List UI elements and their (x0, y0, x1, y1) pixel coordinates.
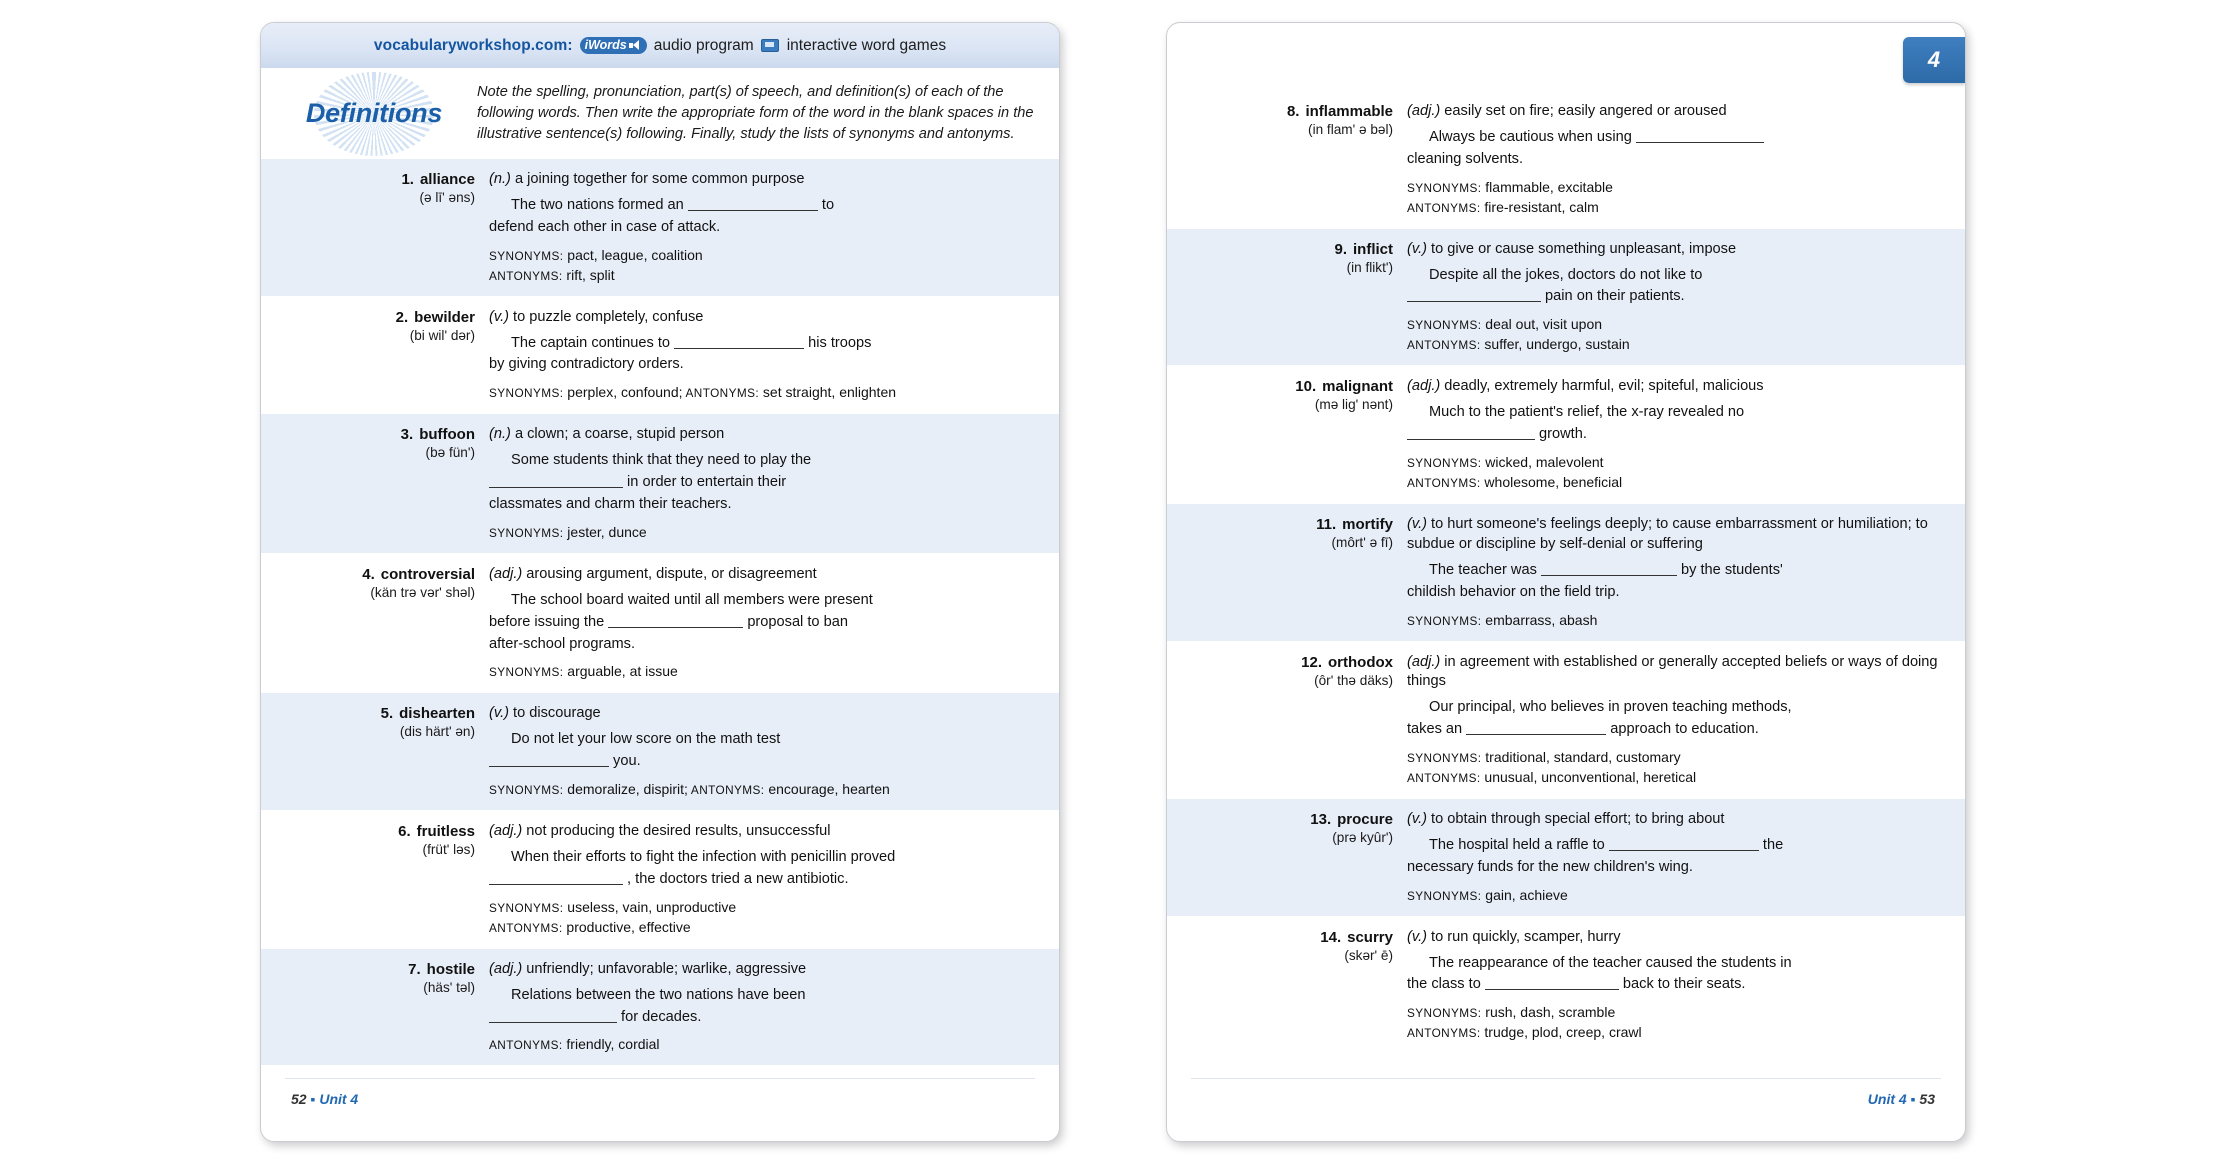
site-promo-bar (261, 23, 1059, 69)
entry-definition: (adj.) unfriendly; unfavorable; warlike, aggressive (489, 960, 807, 977)
entry-word: fruitless (416, 823, 475, 841)
entry-number: 14. (1320, 928, 1342, 946)
synonyms-label: SYNONYMS: (1407, 456, 1482, 470)
entry-pronunciation: (dis härtʹ ən) (399, 724, 475, 740)
word-entry-list (261, 159, 1059, 1066)
entry-body (489, 565, 1037, 682)
synonyms-line: SYNONYMS: useless, vain, unproductive (489, 898, 737, 915)
answer-blank[interactable] (1407, 289, 1541, 302)
example-sentence: Relations between the two nations have been for decades. (489, 985, 1037, 1029)
entry-word: bewilder (414, 308, 475, 326)
vocabulary-workshop-link[interactable]: vocabularyworkshop.com: (373, 36, 573, 54)
synonyms-label: SYNONYMS: (489, 783, 564, 798)
entry-definition: (n.) a joining together for some common purpose (489, 171, 805, 187)
entry-word: alliance (419, 171, 475, 188)
part-of-speech: (v.) (489, 705, 509, 722)
word-entry (1167, 917, 1965, 1055)
entry-word: hostile (426, 960, 475, 978)
entry-definition: (v.) to discourage (489, 705, 601, 722)
entry-headword (261, 565, 489, 682)
right-page (1166, 22, 1966, 1142)
part-of-speech: (n.) (489, 426, 511, 443)
entry-definition: (adj.) not producing the desired results, unsuccessful (489, 823, 831, 840)
synonyms-label: SYNONYMS: (489, 900, 564, 915)
entry-definition: (adj.) easily set on fire; easily angered or aroused (1407, 103, 1727, 119)
entry-headword (261, 308, 489, 403)
entry-number: 6. (398, 823, 411, 841)
word-entry (1167, 799, 1965, 917)
entry-headword (1167, 928, 1407, 1043)
part-of-speech: (adj.) (489, 960, 523, 977)
entry-word: orthodox (1328, 653, 1393, 671)
synonyms-line: SYNONYMS: rush, dash, scramble (1407, 1004, 1616, 1021)
synonyms-label: SYNONYMS: (489, 665, 564, 680)
part-of-speech: (adj.) (489, 823, 523, 840)
entry-number: 1. (401, 171, 414, 188)
entry-definition: (v.) to run quickly, scamper, hurry (1407, 928, 1621, 945)
word-entry (261, 159, 1059, 297)
entry-pronunciation: (in flamʹ ə bəl) (1308, 122, 1393, 137)
word-entry (261, 414, 1059, 554)
answer-blank[interactable] (1407, 427, 1535, 440)
antonyms-label: ANTONYMS: (687, 783, 765, 798)
entry-body (1407, 810, 1943, 905)
example-sentence: When their efforts to fight the infection with penicillin proved , the doctors tried a new antibiotic. (489, 847, 1037, 891)
entry-body (489, 170, 1037, 285)
entry-word: mortify (1342, 516, 1393, 534)
monitor-icon (761, 39, 779, 52)
entry-word: inflict (1353, 240, 1393, 258)
word-entry (261, 949, 1059, 1067)
iwords-label: iWords (584, 38, 627, 52)
entry-number: 2. (395, 308, 409, 326)
synonyms-line: SYNONYMS: perplex, confound; ANTONYMS: set straight, enlighten (489, 384, 897, 401)
part-of-speech: (adj.) (1407, 653, 1441, 670)
synonyms-line: SYNONYMS: embarrass, abash (1407, 611, 1598, 628)
entry-word: scurry (1347, 928, 1393, 946)
answer-blank[interactable] (489, 754, 609, 767)
iwords-badge[interactable] (580, 37, 647, 54)
antonyms-line: ANTONYMS: suffer, undergo, sustain (1407, 336, 1630, 353)
antonyms-label: ANTONYMS: (489, 920, 563, 935)
instructions-text: Note the spelling, pronunciation, part(s) of speech, and definition(s) of each of the following words. Then write the appropriate form of the word in the blank spaces in the illustrative sentence(s) following. Finally, study the lists of synonyms and antonyms. (477, 84, 1034, 142)
part-of-speech: (v.) (1407, 516, 1427, 533)
antonyms-label: ANTONYMS: (1407, 1026, 1481, 1041)
entry-body (1407, 240, 1943, 355)
entry-number: 7. (408, 960, 421, 978)
entry-pronunciation: (môrtʹ ə fī) (1331, 535, 1393, 551)
synonyms-label: SYNONYMS: (1407, 751, 1482, 766)
antonyms-label: ANTONYMS: (1407, 200, 1481, 215)
footer-bullet: ▪ (1910, 1091, 1916, 1107)
synonyms-label: SYNONYMS: (1407, 318, 1482, 333)
entry-body (489, 822, 1037, 937)
example-sentence: The teacher was by the students' childish behavior on the field trip. (1407, 561, 1783, 600)
synonyms-label: SYNONYMS: (489, 525, 564, 540)
entry-definition: (v.) to give or cause something unpleasant, impose (1407, 240, 1737, 257)
answer-blank[interactable] (674, 336, 804, 349)
synonyms-line: SYNONYMS: deal out, visit upon (1407, 316, 1603, 333)
antonyms-label: ANTONYMS: (1407, 338, 1481, 353)
footer-divider (285, 1078, 1035, 1079)
entry-headword (1167, 515, 1407, 630)
entry-word: procure (1337, 811, 1393, 829)
footer-unit: Unit 4 (1867, 1091, 1907, 1107)
footer-divider (1191, 1078, 1941, 1079)
entry-number: 8. (1286, 103, 1300, 120)
part-of-speech: (v.) (1407, 811, 1427, 828)
entry-headword (261, 822, 489, 937)
answer-blank[interactable] (489, 475, 623, 488)
entry-body (489, 704, 1037, 799)
entry-pronunciation: (skərʹ ē) (1344, 947, 1393, 963)
part-of-speech: (v.) (1407, 928, 1427, 945)
part-of-speech: (adj.) (1407, 103, 1441, 119)
entry-headword (1167, 102, 1407, 217)
entry-number: 12. (1301, 653, 1322, 671)
speaker-icon (629, 40, 640, 51)
word-entry (261, 297, 1059, 415)
entry-body (489, 308, 1037, 403)
antonyms-line: ANTONYMS: rift, split (489, 266, 615, 283)
synonyms-label: SYNONYMS: (1407, 613, 1482, 628)
entry-number: 11. (1316, 516, 1337, 534)
antonyms-line: ANTONYMS: trudge, plod, creep, crawl (1407, 1024, 1642, 1041)
entry-definition: (v.) to obtain through special effort; to bring about (1407, 811, 1725, 828)
synonyms-line: SYNONYMS: flammable, excitable (1407, 178, 1613, 195)
synonyms-label: SYNONYMS: (1407, 888, 1482, 903)
answer-blank[interactable] (1466, 722, 1606, 735)
example-sentence: Our principal, who believes in proven teaching methods, takes an approach to education. (1407, 699, 1792, 738)
antonyms-line: ANTONYMS: wholesome, beneficial (1407, 474, 1623, 491)
answer-blank[interactable] (1485, 977, 1619, 990)
entry-headword (1167, 377, 1407, 492)
entry-body (1407, 102, 1943, 217)
antonyms-line: ANTONYMS: unusual, unconventional, heretical (1407, 769, 1697, 786)
entry-definition: (v.) to puzzle completely, confuse (489, 308, 704, 325)
example-sentence: The two nations formed an to defend each other in case of attack. (489, 196, 835, 235)
footer-unit: Unit 4 (319, 1091, 359, 1107)
example-sentence: Despite all the jokes, doctors do not like to pain on their patients. (1407, 265, 1943, 309)
unit-number-tab: 4 (1903, 37, 1965, 83)
audio-program-text: audio program (653, 36, 754, 54)
entry-headword (261, 170, 489, 285)
antonyms-line: ANTONYMS: productive, effective (489, 918, 691, 935)
synonyms-label: SYNONYMS: (489, 386, 564, 401)
word-entry (261, 693, 1059, 811)
example-sentence: Do not let your low score on the math test you. (489, 729, 1037, 773)
entry-headword (261, 960, 489, 1055)
antonyms-label: ANTONYMS: (1407, 771, 1481, 786)
synonyms-label: SYNONYMS: (1407, 1006, 1482, 1021)
answer-blank[interactable] (608, 615, 743, 628)
antonyms-label: ANTONYMS: (682, 386, 760, 401)
answer-blank[interactable] (489, 872, 623, 885)
part-of-speech: (adj.) (489, 565, 523, 582)
entry-pronunciation: (häsʹ təl) (423, 979, 475, 995)
answer-blank[interactable] (688, 198, 818, 211)
example-sentence: The school board waited until all members were present before issuing the proposal to ban after-school programs. (489, 591, 873, 652)
synonyms-line: SYNONYMS: pact, league, coalition (489, 246, 703, 263)
entry-number: 4. (362, 565, 375, 583)
entry-headword (1167, 653, 1407, 788)
entry-body (1407, 653, 1943, 788)
entry-definition: (adj.) in agreement with established or generally accepted beliefs or ways of doing things (1407, 653, 1938, 690)
word-entry (1167, 642, 1965, 800)
synonyms-line: SYNONYMS: arguable, at issue (489, 663, 678, 680)
synonyms-line: SYNONYMS: traditional, standard, customary (1407, 749, 1681, 766)
answer-blank[interactable] (489, 1010, 617, 1023)
entry-headword (261, 425, 489, 542)
entry-pronunciation: (ə līʹ əns) (419, 190, 475, 205)
entry-headword (1167, 810, 1407, 905)
antonyms-label: ANTONYMS: (1407, 476, 1481, 491)
antonyms-line: ANTONYMS: fire-resistant, calm (1407, 198, 1599, 215)
entry-body (489, 960, 1037, 1055)
synonyms-label: SYNONYMS: (489, 248, 564, 263)
example-sentence: The reappearance of the teacher caused the students in the class to back to their seats. (1407, 954, 1792, 993)
synonyms-label: SYNONYMS: (1407, 180, 1482, 195)
page-footer (261, 1091, 1059, 1107)
entry-body (1407, 928, 1943, 1043)
entry-pronunciation: (mə ligʹ nənt) (1314, 397, 1393, 413)
entry-pronunciation: (kän trə vərʹ shəl) (370, 584, 475, 600)
answer-blank[interactable] (1609, 838, 1759, 851)
answer-blank[interactable] (1636, 130, 1764, 143)
word-entry (261, 554, 1059, 694)
left-page (260, 22, 1060, 1142)
entry-number: 5. (380, 705, 394, 723)
example-sentence: The captain continues to his troops by giving contradictory orders. (489, 334, 872, 373)
word-entry (1167, 366, 1965, 504)
answer-blank[interactable] (1541, 563, 1677, 576)
entry-pronunciation: (bi wilʹ dər) (409, 327, 475, 343)
part-of-speech: (adj.) (1407, 378, 1441, 395)
entry-body (1407, 515, 1943, 630)
antonyms-line: ANTONYMS: friendly, cordial (489, 1036, 660, 1053)
part-of-speech: (v.) (489, 308, 509, 325)
entry-number: 13. (1310, 811, 1332, 829)
word-entry-list (1167, 91, 1965, 1054)
entry-word: buffoon (419, 426, 475, 444)
entry-definition: (adj.) deadly, extremely harmful, evil; spiteful, malicious (1407, 378, 1764, 395)
antonyms-label: ANTONYMS: (489, 1038, 563, 1053)
entry-definition: (v.) to hurt someone's feelings deeply; to cause embarrassment or humiliation; to subdue or discipline by self-denial or suffering (1407, 516, 1928, 552)
entry-pronunciation: (ôrʹ thə däks) (1314, 672, 1393, 688)
entry-pronunciation: (frütʹ ləs) (422, 842, 475, 858)
word-entry (261, 811, 1059, 949)
entry-headword (1167, 240, 1407, 355)
page-number: 53 (1919, 1091, 1935, 1107)
antonyms-label: ANTONYMS: (489, 268, 563, 283)
page-title: Definitions (305, 98, 443, 128)
synonyms-line: SYNONYMS: jester, dunce (489, 523, 647, 540)
definitions-logo (279, 72, 469, 156)
example-sentence: Always be cautious when using cleaning solvents. (1407, 127, 1943, 171)
entry-number: 3. (400, 426, 414, 444)
entry-definition: (adj.) arousing argument, dispute, or disagreement (489, 565, 817, 582)
part-of-speech: (v.) (1407, 240, 1427, 257)
entry-definition: (n.) a clown; a coarse, stupid person (489, 426, 725, 443)
interactive-games-text: interactive word games (786, 36, 947, 54)
word-entry (1167, 504, 1965, 642)
entry-pronunciation: (in fliktʹ) (1346, 259, 1393, 275)
page-number: 52 (291, 1091, 307, 1107)
example-sentence: Some students think that they need to play the in order to entertain their classmates and charm their teachers. (489, 452, 812, 512)
example-sentence: The hospital held a raffle to the necessary funds for the new children's wing. (1407, 836, 1784, 875)
example-sentence: Much to the patient's relief, the x-ray revealed no growth. (1407, 402, 1943, 446)
synonyms-line: SYNONYMS: wicked, malevolent (1407, 454, 1604, 470)
entry-number: 9. (1334, 240, 1347, 258)
definitions-header (261, 69, 1059, 159)
word-entry (1167, 229, 1965, 367)
entry-body (1407, 377, 1943, 492)
entry-word: dishearten (399, 705, 475, 723)
synonyms-line: SYNONYMS: demoralize, dispirit; ANTONYMS: encourage, hearten (489, 781, 890, 798)
synonyms-line: SYNONYMS: gain, achieve (1407, 886, 1568, 903)
part-of-speech: (n.) (489, 171, 511, 187)
page-footer (1167, 1091, 1965, 1107)
entry-pronunciation: (bə fünʹ) (425, 445, 475, 461)
entry-word: inflammable (1305, 103, 1393, 120)
entry-word: controversial (380, 565, 475, 583)
entry-number: 10. (1295, 378, 1317, 396)
word-entry (1167, 91, 1965, 229)
footer-bullet: ▪ (310, 1091, 316, 1107)
entry-headword (261, 704, 489, 799)
entry-pronunciation: (prə kyûrʹ) (1332, 830, 1393, 846)
entry-body (489, 425, 1037, 542)
entry-word: malignant (1322, 378, 1393, 396)
